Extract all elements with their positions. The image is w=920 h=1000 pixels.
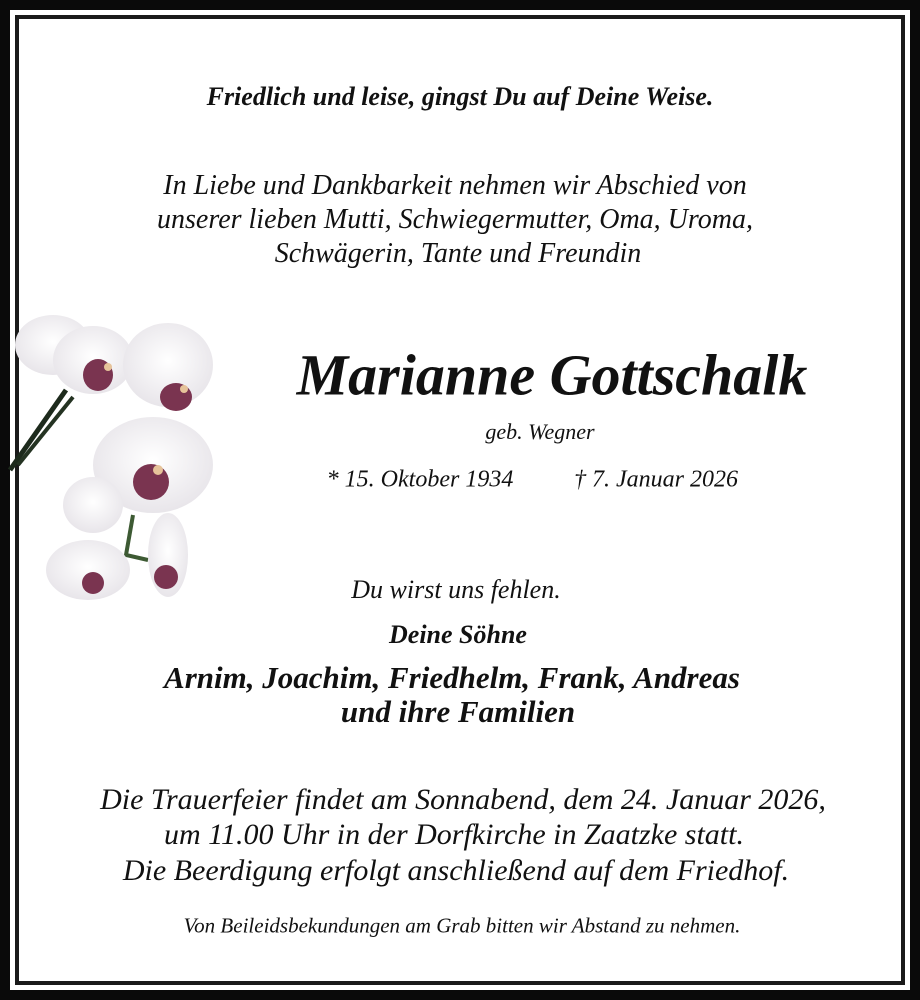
orchid-image — [8, 305, 223, 605]
mourners-names: Arnim, Joachim, Friedhelm, Frank, Andreas — [164, 660, 740, 695]
condolence-note: Von Beileidsbekundungen am Grab bitten wir Abstand zu nehmen. — [183, 913, 741, 938]
birth-date: * 15. Oktober 1934 — [326, 466, 514, 493]
ceremony-line: Die Trauerfeier findet am Sonnabend, dem 24. Januar 2026, — [100, 783, 826, 816]
farewell: Du wirst uns fehlen. — [351, 575, 561, 604]
intro-line: unserer lieben Mutti, Schwiegermutter, Oma, Uroma, — [157, 204, 753, 235]
mourners-heading: Deine Söhne — [389, 620, 527, 649]
motto: Friedlich und leise, gingst Du auf Deine Weise. — [206, 82, 714, 111]
intro-line: In Liebe und Dankbarkeit nehmen wir Abschied von — [163, 170, 747, 201]
death-date: † 7. Januar 2026 — [574, 466, 738, 493]
mourners-families: und ihre Familien — [340, 694, 576, 729]
maiden-name: geb. Wegner — [485, 419, 595, 444]
intro-line: Schwägerin, Tante und Freundin — [274, 238, 642, 269]
deceased-name: Marianne Gottschalk — [296, 342, 808, 408]
ceremony-line: um 11.00 Uhr in der Dorfkirche in Zaatzke statt. — [164, 818, 744, 851]
ceremony-line: Die Beerdigung erfolgt anschließend auf dem Friedhof. — [122, 854, 790, 887]
